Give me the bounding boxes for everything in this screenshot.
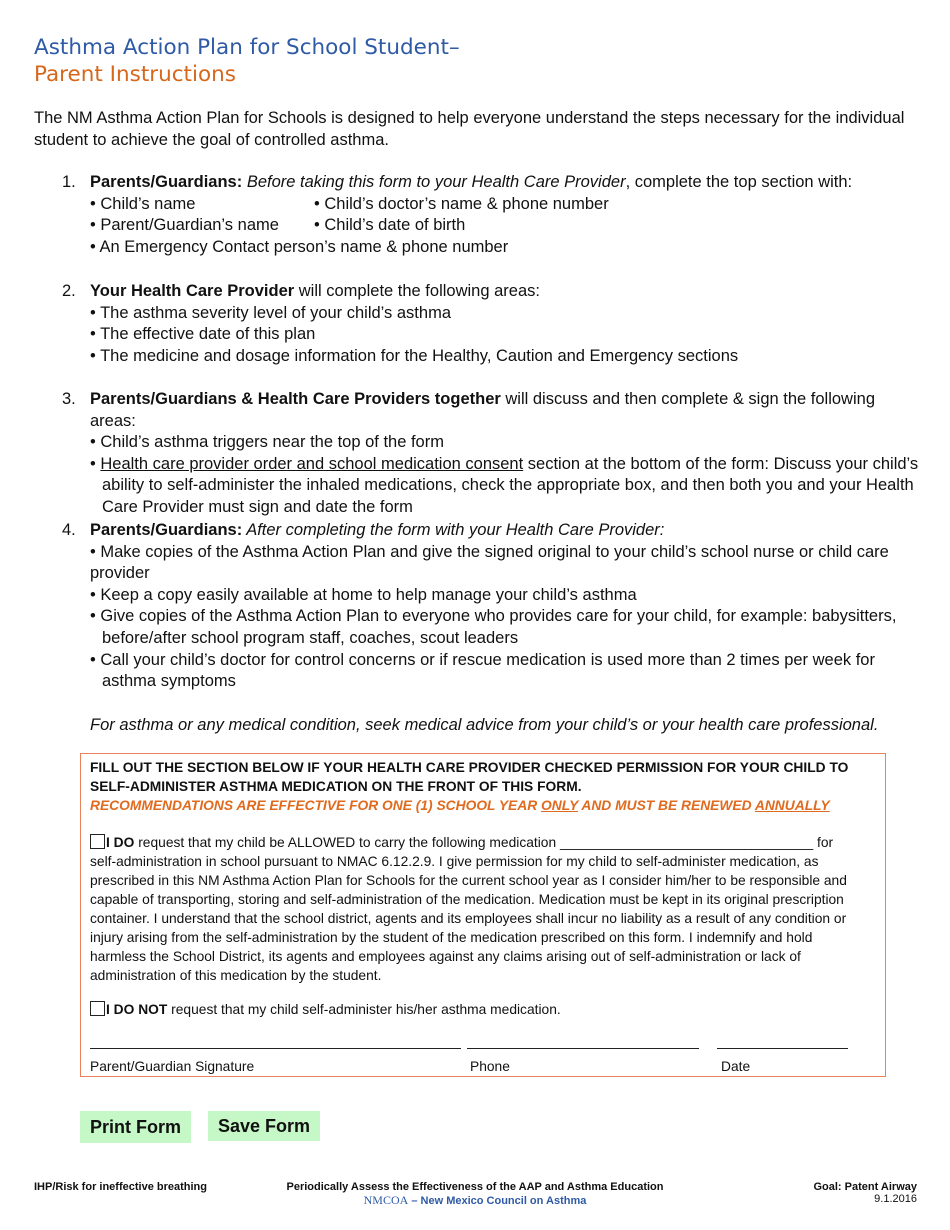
medical-disclaimer: For asthma or any medical condition, seek medical advice from your child’s or your health care professional. (90, 716, 879, 734)
revision-date: 9.1.2016 (874, 1193, 917, 1205)
step-number: 1. (62, 173, 76, 191)
step-heading: Parents/Guardians: (90, 521, 243, 539)
step-number: 3. (62, 390, 76, 408)
list-item: • Child’s name (90, 194, 196, 213)
page-title (34, 34, 460, 88)
step-1: 1. Parents/Guardians: Before taking this form to your Health Care Provider, complete the top section with: • Child’s name • Child’s doctor’s name & phone number • Parent/Guardian’s name • Child’s date of birth • An Emergency Contact person’s name & phone number (34, 172, 924, 258)
org-name: NMCOA – New Mexico Council on Asthma (363, 1193, 587, 1207)
signature-label: Parent/Guardian Signature (90, 1059, 255, 1074)
list-item: • The asthma severity level of your child’s asthma (90, 303, 451, 322)
step-italic: Before taking this form to your Health Care Provider (246, 173, 626, 191)
consent-text: self-administration in school pursuant to NMAC 6.12.2.9. I give permission for my child to self-administer medication, as prescribed in this NM Asthma Action Plan for Schools for the current school year as I consider him/her to be responsible and capable of transporting, storing and self-administration of the medication. Medication must be kept in its original prescription container. I understand that the school district, agents and its employees shall incur no liability as a result of any condition or injury arising from the self-administration by the student of the medication prescribed on this form. I indemnify and hold harmless the School District, its agents and employees against any claims arising out of self-administration or lack of administration of this medication by the student. (90, 854, 847, 983)
step-number: 4. (62, 521, 76, 539)
self-administration-section (80, 753, 886, 1077)
title-line-2: Parent Instructions (34, 62, 236, 87)
list-item: • Make copies of the Asthma Action Plan and give the signed original to your child’s school nurse or child care (90, 542, 889, 561)
footer-left: IHP/Risk for ineffective breathing (34, 1181, 207, 1193)
phone-line[interactable] (467, 1048, 699, 1049)
step-heading: Your Health Care Provider (90, 282, 295, 300)
step-number: 2. (62, 282, 76, 300)
intro-paragraph: The NM Asthma Action Plan for Schools is designed to help everyone understand the steps necessary for the individual student to achieve the goal of controlled asthma. (34, 109, 905, 149)
list-item: • The effective date of this plan (90, 325, 316, 344)
step-heading: Parents/Guardians & Health Care Providers together (90, 390, 501, 408)
title-line-1: Asthma Action Plan for School Student– (34, 35, 460, 60)
i-do-not-checkbox[interactable] (90, 1001, 105, 1016)
list-item: • Child’s date of birth (314, 216, 466, 235)
list-item-continuation: provider (90, 564, 150, 583)
list-item: • Keep a copy easily available at home to help manage your child’s asthma (90, 585, 637, 604)
i-do-not-label: I DO NOT (106, 1002, 168, 1017)
step-4 (34, 520, 924, 693)
list-item: • Parent/Guardian’s name (90, 216, 279, 235)
list-item: • Child’s doctor’s name & phone number (314, 194, 609, 213)
date-line[interactable] (717, 1048, 848, 1049)
i-do-label: I DO (106, 835, 135, 850)
list-item: • Health care provider order and school medication consent section at the bottom of the form: Discuss your child’s ability to self-administer the inhaled medications, check the appropriate box, and then both you and your Health Care Provider must sign and date the form (90, 454, 919, 516)
list-item: • Give copies of the Asthma Action Plan to everyone who provides care for your child, for example: babysitters, before/after school program staff, coaches, scout leaders (90, 607, 897, 647)
phone-label: Phone (470, 1059, 510, 1074)
signature-line[interactable] (90, 1048, 461, 1049)
list-item: • The medicine and dosage information for the Healthy, Caution and Emergency sections (90, 346, 739, 365)
list-item: • An Emergency Contact person’s name & phone number (90, 237, 509, 256)
save-form-button[interactable]: Save Form (208, 1111, 320, 1141)
step-italic: After completing the form with your Health Care Provider: (242, 521, 665, 539)
print-form-button[interactable]: Print Form (80, 1111, 191, 1143)
section-header: FILL OUT THE SECTION BELOW IF YOUR HEALTH CARE PROVIDER CHECKED PERMISSION FOR YOUR CHILD TO SELF-ADMINISTER ASTHMA MEDICATION ON THE FRONT OF THIS FORM. (90, 760, 849, 794)
i-do-not-consent: I DO NOT request that my child self-administer his/her asthma medication. (90, 1000, 561, 1019)
date-label: Date (721, 1059, 751, 1074)
i-do-checkbox[interactable] (90, 834, 105, 849)
step-3: 3. Parents/Guardians & Health Care Providers together will discuss and then complete & sign the following areas: • Child’s asthma triggers near the top of the form • Health care provider order and school medication consent section at the bottom of the form: Discuss your child’s ability to self-administer the inhaled medications, check the appropriate box, and then both you and your Health Care Provider must sign and date the form (34, 389, 924, 519)
step-heading: Parents/Guardians: (90, 173, 243, 191)
i-do-consent: I DO request that my child be ALLOWED to carry the following medication _________________________________ for self-administration in school pursuant to NMAC 6.12.2.9. I give permission for my child to self-administer medication, as prescribed in this NM Asthma Action Plan for Schools for the current school year as I consider him/her to be responsible and capable of transporting, storing and self-administration of the medication. Medication must be kept in its original prescription container. I understand that the school district, agents and its employees shall incur no liability as a result of any condition or injury arising from the self-administration by the student of the medication prescribed on this form. I indemnify and hold harmless the School District, its agents and employees against any claims arising out of self-administration or lack of administration of this medication by the student. (90, 833, 850, 985)
list-item: • Call your child’s doctor for control concerns or if rescue medication is used more than 2 times per week for asthma symptoms (90, 650, 875, 691)
footer-right: Goal: Patent Airway 9.1.2016 (813, 1181, 917, 1205)
list-item: • Child’s asthma triggers near the top of the form (90, 433, 444, 452)
consent-section-reference: Health care provider order and school medication consent (100, 454, 524, 473)
renewal-notice: RECOMMENDATIONS ARE EFFECTIVE FOR ONE (1) SCHOOL YEAR ONLY AND MUST BE RENEWED ANNUALLY (90, 798, 830, 813)
footer-center: Periodically Assess the Effectiveness of the AAP and Asthma Education NMCOA – New Mexico Council on Asthma (250, 1181, 700, 1208)
step-2: 2. Your Health Care Provider will complete the following areas: • The asthma severity level of your child’s asthma • The effective date of this plan • The medicine and dosage information for the Healthy, Caution and Emergency sections (34, 281, 924, 367)
